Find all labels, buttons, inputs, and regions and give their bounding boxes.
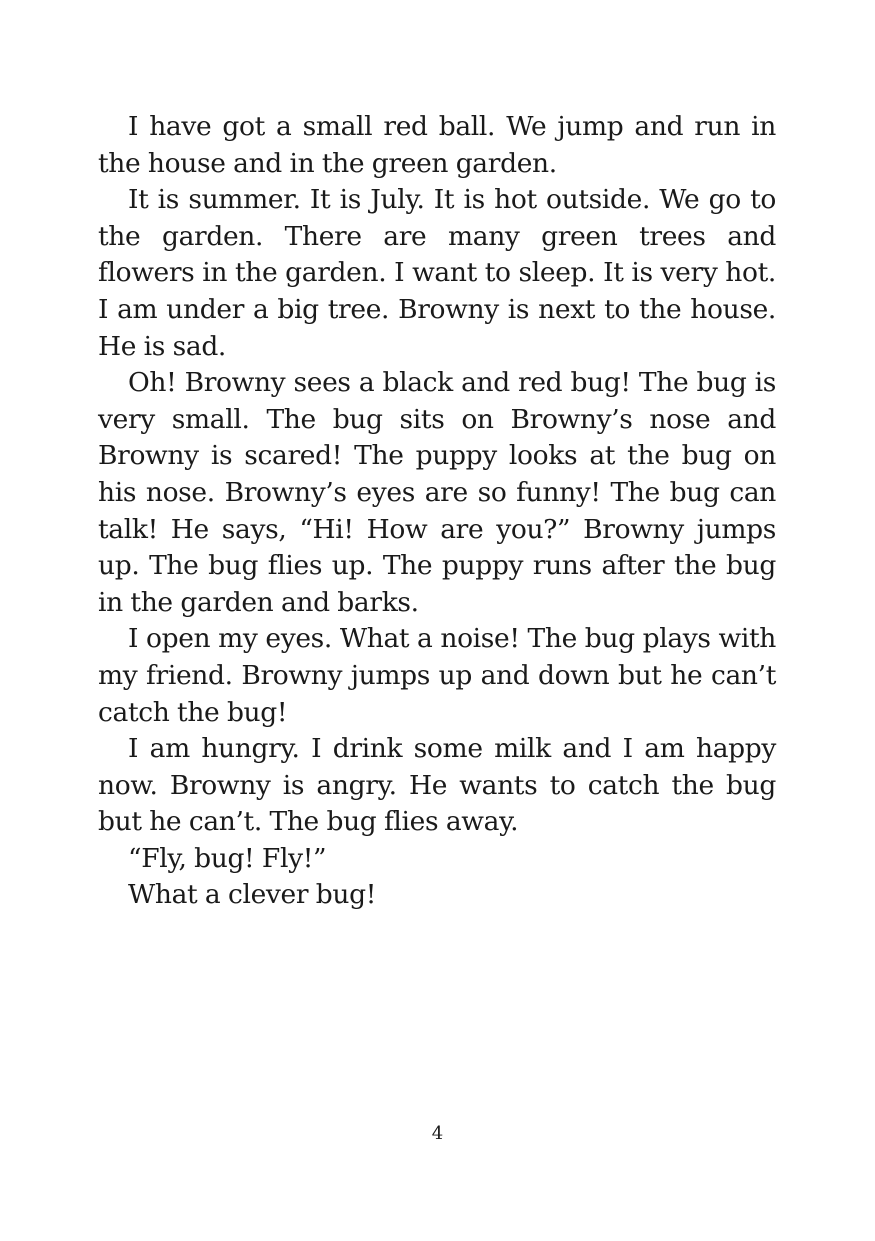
- paragraph-fly: “Fly, bug! Fly!”: [128, 842, 327, 874]
- paragraph-summer: It is summer. It is July. It is hot outside. We go to the garden. There are many green trees and flowers in the garden. I want to sleep. It is very hot. I am under a big tree. Browny is next to the house. He is sad.: [98, 184, 776, 362]
- paragraph-bug: Oh! Browny sees a black and red bug! The bug is very small. The bug sits on Browny’s nose and Browny is scared! The puppy looks at the bug on his nose. Browny’s eyes are so funny! The bug can talk! He says, “Hi! How are you?” Browny jumps up. The bug flies up. The puppy runs after the bug in the garden and barks.: [98, 367, 776, 618]
- page-number: 4: [431, 1123, 444, 1144]
- paragraph-ball: I have got a small red ball. We jump and run in the house and in the green garden.: [98, 111, 776, 179]
- paragraph-clever: What a clever bug!: [128, 879, 376, 911]
- paragraph-hungry: I am hungry. I drink some milk and I am happy now. Browny is angry. He wants to catch the bug but he can’t. The bug flies away.: [98, 733, 776, 838]
- story-text: [98, 109, 776, 914]
- paragraph-noise: I open my eyes. What a noise! The bug plays with my friend. Browny jumps up and down but he can’t catch the bug!: [98, 623, 776, 728]
